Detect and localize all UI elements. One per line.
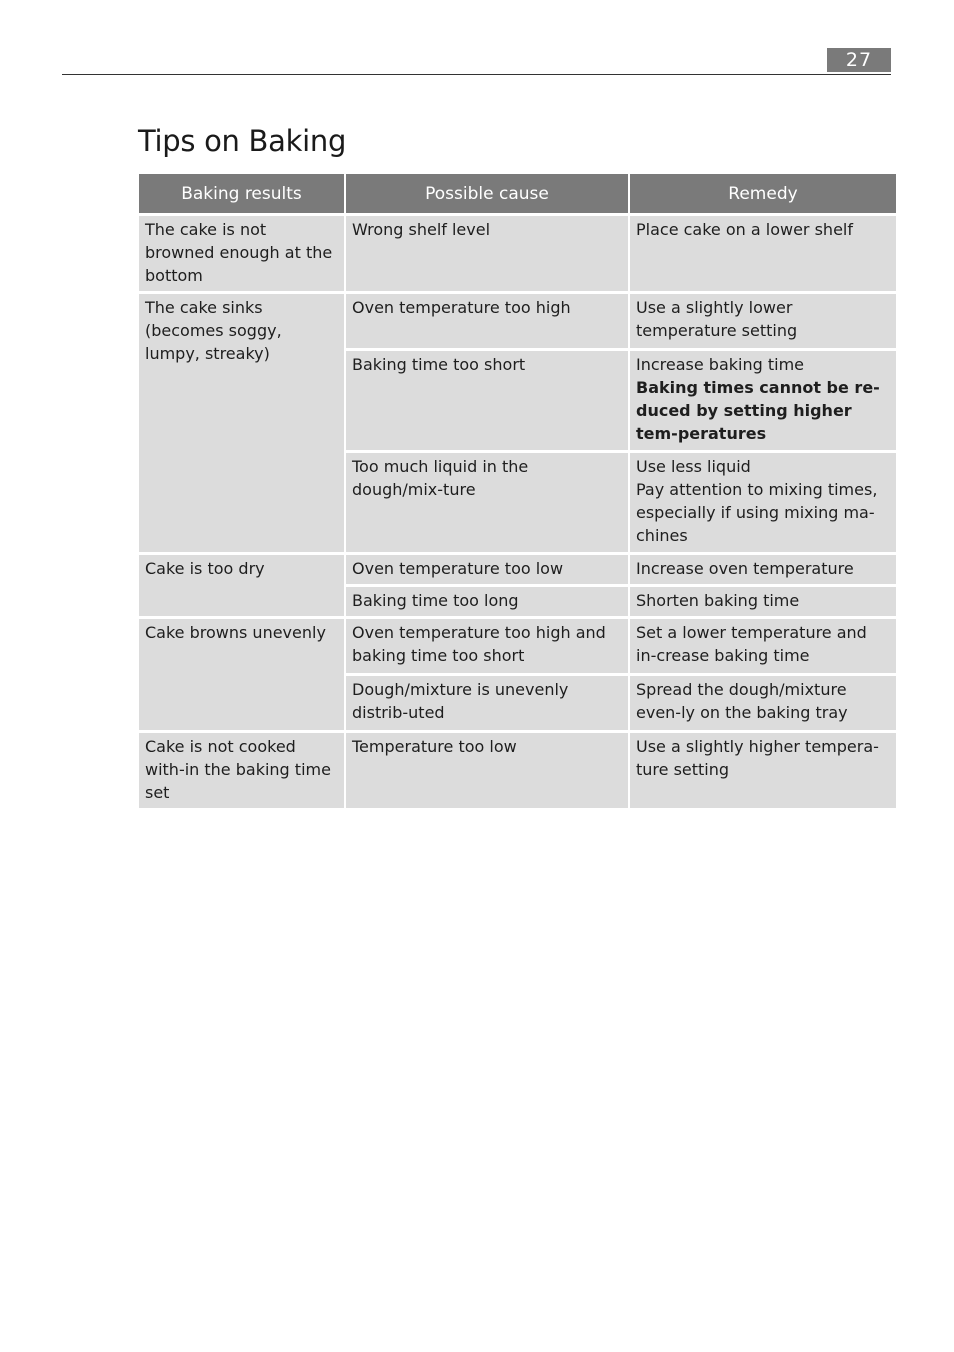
table-header-row	[139, 174, 896, 213]
baking-result-cell: The cake sinks (becomes soggy, lumpy, streaky)	[139, 294, 344, 552]
cause-cell: Oven temperature too high	[346, 294, 628, 348]
header-remedy: Remedy	[630, 174, 896, 213]
remedy-warning-note: Baking times cannot be re-duced by setting higher tem-peratures	[636, 378, 880, 443]
page-title: Tips on Baking	[138, 124, 347, 158]
cause-cell: Too much liquid in the dough/mix-ture	[346, 453, 628, 552]
cause-cell: Temperature too low	[346, 733, 628, 808]
cause-cell: Wrong shelf level	[346, 216, 628, 291]
table-row	[139, 619, 896, 673]
remedy-cell: Increase oven temperature	[630, 555, 896, 584]
table-row	[139, 733, 896, 808]
table-row	[139, 216, 896, 291]
cause-cell: Dough/mixture is unevenly distrib-uted	[346, 676, 628, 730]
remedy-cell: Use a slightly higher tempera-ture setting	[630, 733, 896, 808]
remedy-cell: Place cake on a lower shelf	[630, 216, 896, 291]
baking-result-cell: The cake is not browned enough at the bottom	[139, 216, 344, 291]
baking-result-cell: Cake browns unevenly	[139, 619, 344, 730]
header-divider	[62, 74, 891, 75]
page-number: 27	[827, 48, 891, 72]
baking-tips-table	[137, 171, 898, 811]
remedy-cell	[630, 351, 896, 450]
cause-cell: Baking time too short	[346, 351, 628, 450]
remedy-cell: Spread the dough/mixture even-ly on the baking tray	[630, 676, 896, 730]
remedy-text: Increase baking time	[636, 355, 804, 374]
remedy-cell	[630, 453, 896, 552]
remedy-text: Use less liquid	[636, 457, 751, 476]
cause-cell: Baking time too long	[346, 587, 628, 616]
remedy-cell: Shorten baking time	[630, 587, 896, 616]
baking-result-cell: Cake is not cooked with-in the baking time set	[139, 733, 344, 808]
remedy-cell: Set a lower temperature and in-crease baking time	[630, 619, 896, 673]
cause-cell: Oven temperature too high and baking time too short	[346, 619, 628, 673]
cause-cell: Oven temperature too low	[346, 555, 628, 584]
remedy-cell: Use a slightly lower temperature setting	[630, 294, 896, 348]
header-baking-results: Baking results	[139, 174, 344, 213]
table-row	[139, 294, 896, 348]
table-row	[139, 555, 896, 584]
header-possible-cause: Possible cause	[346, 174, 628, 213]
remedy-extra-text: Pay attention to mixing times, especially if using mixing ma-chines	[636, 480, 878, 545]
baking-result-cell: Cake is too dry	[139, 555, 344, 616]
